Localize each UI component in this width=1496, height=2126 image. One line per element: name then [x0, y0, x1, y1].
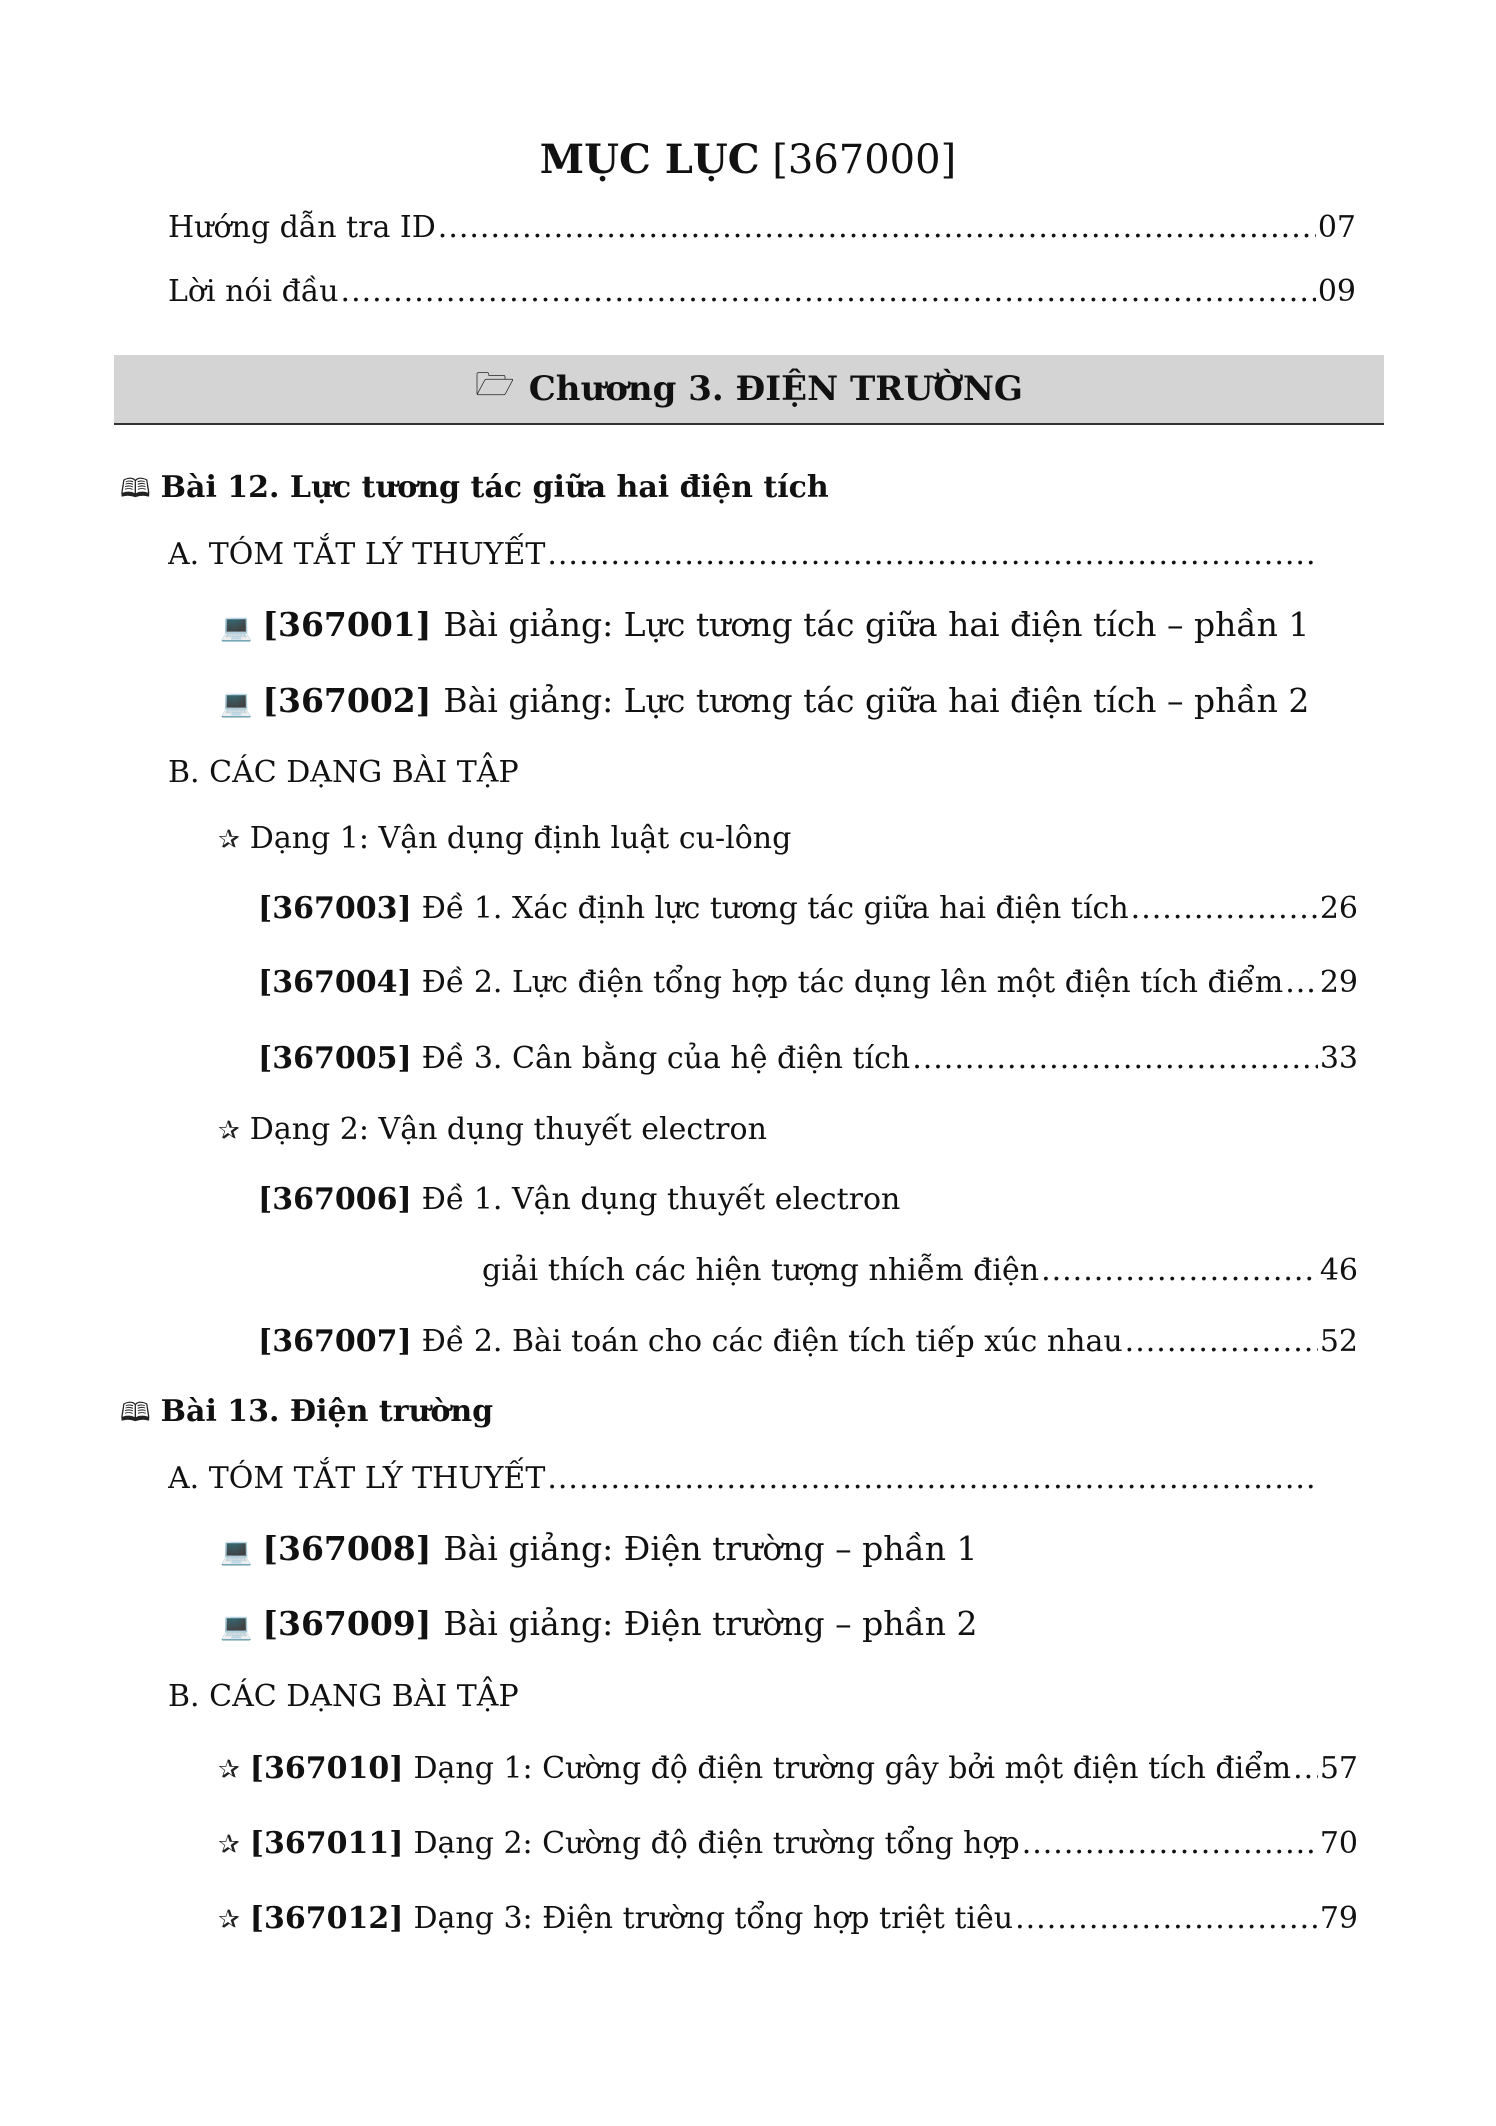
entry-text: Bài giảng: Lực tương tác giữa hai điện tích – phần 1 — [443, 605, 1310, 644]
dot-leader — [341, 270, 1316, 314]
star-icon: ✰ — [218, 1905, 240, 1935]
entry-id: [367009] — [262, 1604, 432, 1643]
lecture-entry[interactable] — [220, 679, 1320, 726]
dot-leader — [1131, 887, 1318, 931]
toc-entry[interactable] — [218, 1822, 1358, 1867]
entry-id: [367010] — [249, 1751, 404, 1786]
toc-entry[interactable] — [218, 1897, 1358, 1942]
entry-text: Đề 1. Vận dụng thuyết electron — [421, 1182, 901, 1217]
chapter-title: Chương 3. ĐIỆN TRƯỜNG — [528, 369, 1023, 409]
type-title: Dạng 2: Vận dụng thuyết electron — [249, 1112, 767, 1147]
entry-text: giải thích các hiện tượng nhiễm điện — [482, 1253, 1040, 1288]
dot-leader — [1022, 1822, 1318, 1866]
star-icon: ✰ — [218, 1116, 240, 1146]
star-icon: ✰ — [218, 1755, 240, 1785]
lesson-heading[interactable] — [120, 1390, 1360, 1435]
lecture-entry[interactable] — [220, 1602, 1320, 1649]
star-icon: ✰ — [218, 1830, 240, 1860]
computer-icon: 💻 — [220, 689, 253, 719]
lesson-heading[interactable] — [120, 466, 1360, 511]
folder-icon: 🗁 — [475, 365, 515, 403]
exercise-heading-text: B. CÁC DẠNG BÀI TẬP — [168, 1679, 519, 1714]
dot-leader — [547, 533, 1318, 577]
title-text: MỤC LỤC — [539, 136, 760, 183]
entry-text: Hướng dẫn tra ID — [168, 210, 436, 245]
dot-leader — [1293, 1747, 1318, 1791]
title-id: [367000] — [772, 137, 957, 183]
lesson-title: Bài 12. Lực tương tác giữa hai điện tích — [160, 470, 829, 505]
entry-text: Đề 2. Bài toán cho các điện tích tiếp xúc nhau — [421, 1324, 1123, 1359]
book-icon: 🕮 — [120, 1398, 151, 1428]
dot-leader — [1015, 1897, 1318, 1941]
dot-leader — [1041, 1249, 1318, 1293]
lecture-entry[interactable] — [220, 1527, 1320, 1574]
dot-leader — [547, 1457, 1318, 1501]
star-icon: ✰ — [218, 825, 240, 855]
entry-text: Đề 3. Cân bằng của hệ điện tích — [421, 1041, 911, 1076]
toc-entry[interactable] — [258, 887, 1358, 931]
dot-leader — [1125, 1320, 1318, 1364]
page-number: 07 — [1317, 210, 1356, 245]
entry-text: Bài giảng: Điện trường – phần 1 — [443, 1529, 978, 1568]
page-title — [0, 132, 1496, 188]
toc-entry-preface[interactable] — [168, 270, 1356, 314]
lesson-title: Bài 13. Điện trường — [160, 1394, 494, 1429]
toc-entry-continuation[interactable] — [482, 1249, 1358, 1293]
dot-leader — [1285, 961, 1318, 1005]
toc-entry[interactable] — [218, 1747, 1358, 1792]
lecture-entry[interactable] — [220, 603, 1320, 650]
computer-icon: 💻 — [220, 613, 253, 643]
theory-heading-text: A. TÓM TẮT LÝ THUYẾT — [168, 1461, 546, 1496]
entry-id: [367001] — [262, 605, 432, 644]
dot-leader — [912, 1037, 1318, 1081]
toc-entry[interactable] — [258, 1320, 1358, 1364]
toc-entry-guide[interactable] — [168, 206, 1356, 250]
page-number: 57 — [1319, 1751, 1358, 1786]
toc-entry[interactable] — [258, 961, 1358, 1005]
computer-icon: 💻 — [220, 1537, 253, 1567]
entry-text: Bài giảng: Lực tương tác giữa hai điện tích – phần 2 — [443, 681, 1310, 720]
exercise-heading — [168, 1675, 1320, 1719]
page-number: 09 — [1317, 274, 1356, 309]
entry-text: Dạng 2: Cường độ điện trường tổng hợp — [413, 1826, 1020, 1861]
entry-text: Đề 2. Lực điện tổng hợp tác dụng lên một điện tích điểm — [421, 965, 1284, 1000]
type-title: Dạng 1: Vận dụng định luật cu-lông — [249, 821, 792, 856]
dot-leader — [438, 206, 1316, 250]
entry-id: [367004] — [258, 965, 412, 1000]
page-number: 46 — [1319, 1253, 1358, 1288]
entry-id: [367002] — [262, 681, 432, 720]
theory-heading-text: A. TÓM TẮT LÝ THUYẾT — [168, 537, 546, 572]
type-heading[interactable] — [218, 817, 1318, 862]
page-number: 52 — [1319, 1324, 1358, 1359]
entry-id: [367007] — [258, 1324, 412, 1359]
entry-text: Lời nói đầu — [168, 274, 339, 309]
theory-heading[interactable] — [168, 533, 1320, 577]
entry-id: [367006] — [258, 1182, 412, 1217]
page-number: 79 — [1319, 1901, 1358, 1936]
page-number: 26 — [1319, 891, 1358, 926]
entry-text: Đề 1. Xác định lực tương tác giữa hai điện tích — [421, 891, 1129, 926]
entry-text: Bài giảng: Điện trường – phần 2 — [443, 1604, 978, 1643]
computer-icon: 💻 — [220, 1612, 253, 1642]
theory-heading[interactable] — [168, 1457, 1320, 1501]
entry-id: [367011] — [249, 1826, 404, 1861]
toc-entry[interactable] — [258, 1037, 1358, 1081]
type-heading[interactable] — [218, 1108, 1318, 1153]
entry-id: [367005] — [258, 1041, 412, 1076]
book-icon: 🕮 — [120, 474, 151, 504]
exercise-heading — [168, 751, 1320, 795]
entry-id: [367012] — [249, 1901, 404, 1936]
page-number: 70 — [1319, 1826, 1358, 1861]
entry-id: [367003] — [258, 891, 412, 926]
entry-text: Dạng 1: Cường độ điện trường gây bởi một điện tích điểm — [413, 1751, 1292, 1786]
exercise-heading-text: B. CÁC DẠNG BÀI TẬP — [168, 755, 519, 790]
toc-entry[interactable] — [258, 1178, 1358, 1222]
entry-id: [367008] — [262, 1529, 432, 1568]
page-number: 29 — [1319, 965, 1358, 1000]
page-number: 33 — [1319, 1041, 1358, 1076]
chapter-heading[interactable] — [114, 355, 1384, 425]
entry-text: Dạng 3: Điện trường tổng hợp triệt tiêu — [413, 1901, 1014, 1936]
